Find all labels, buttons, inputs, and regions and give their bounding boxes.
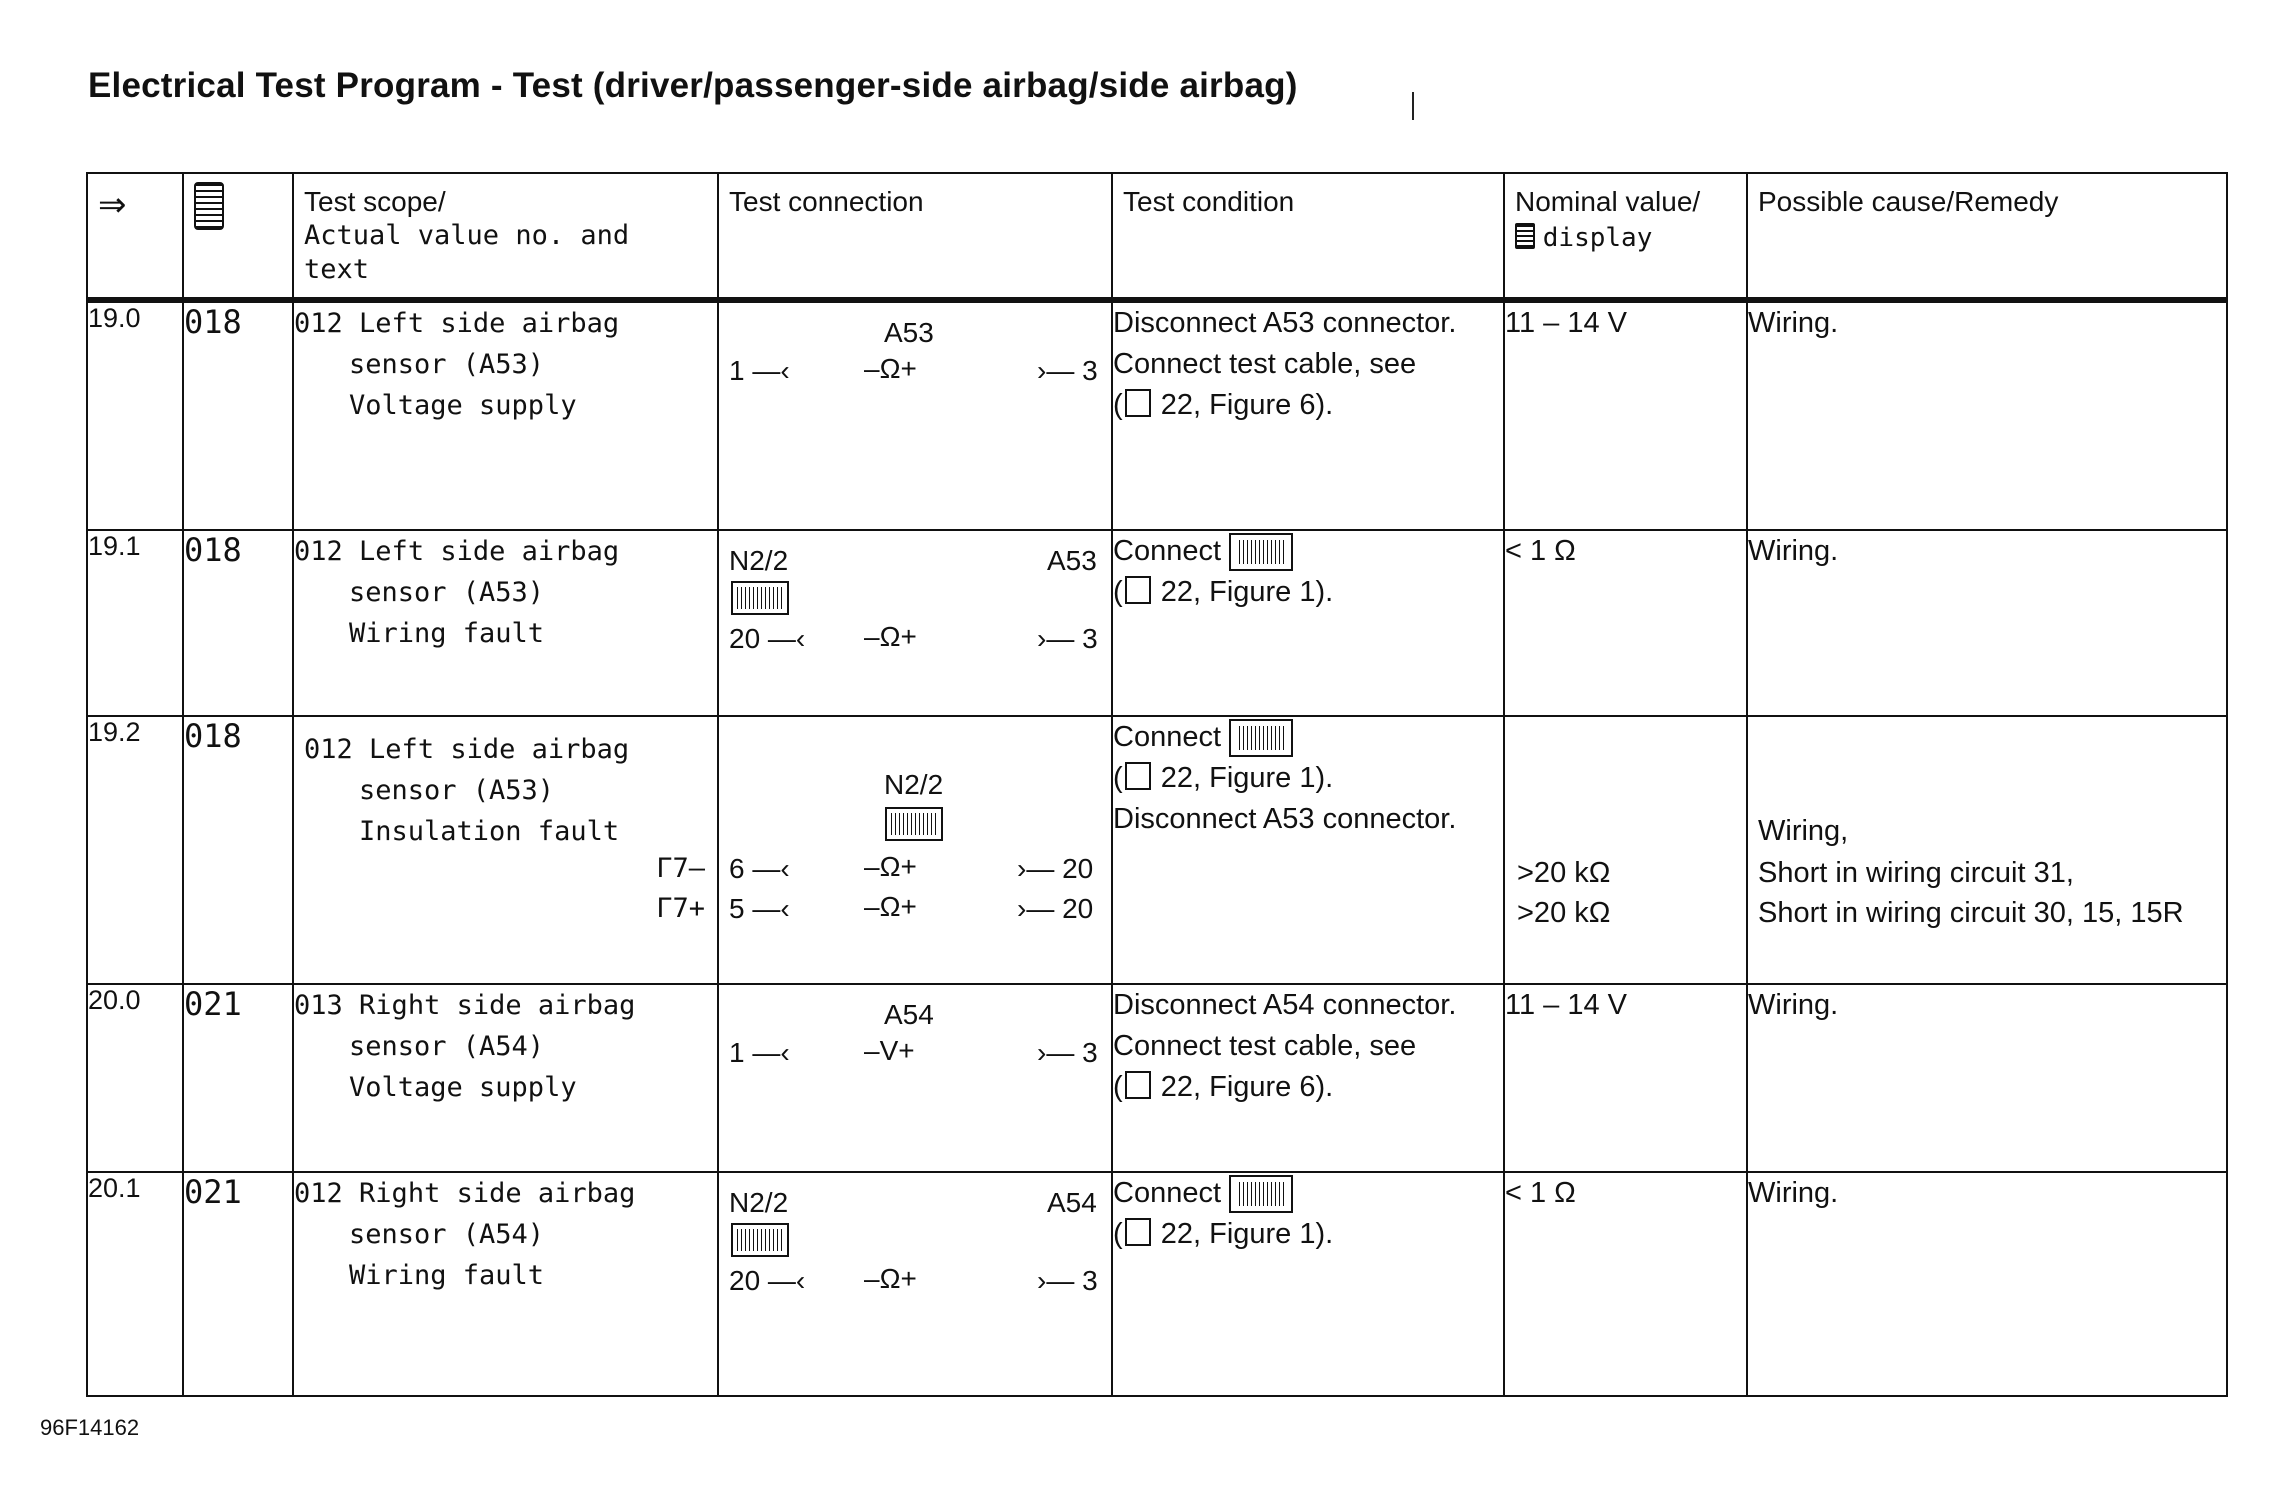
condition-line: Disconnect A53 connector. — [1113, 306, 1457, 339]
table-row — [87, 984, 2227, 1172]
condition-line: 22, Figure 1). — [1160, 1217, 1334, 1250]
value-number: 012 — [304, 733, 353, 765]
condition-line: 22, Figure 6). — [1160, 388, 1334, 421]
code-value: 018 — [183, 716, 293, 984]
scope-line: sensor (A54) — [349, 1030, 545, 1062]
header-remedy: Possible cause/Remedy — [1747, 173, 2227, 300]
page-title: Electrical Test Program - Test (driver/passenger-side airbag/side airbag) — [88, 66, 1298, 105]
connector-label: N2/2 — [729, 544, 789, 576]
header-scope — [293, 173, 718, 300]
pin-right: ›— 3 — [1037, 1264, 1098, 1296]
connector-label: A53 — [884, 316, 934, 348]
test-scope — [293, 716, 718, 984]
scope-line: sensor (A54) — [349, 1218, 545, 1250]
reference-box-icon — [1125, 576, 1151, 604]
margin-mark — [1412, 92, 1414, 120]
condition-line: Disconnect A54 connector. — [1113, 988, 1457, 1021]
reference-box-icon — [1125, 1071, 1151, 1099]
value-number: 013 — [294, 989, 343, 1021]
test-condition: Disconnect A53 connector. Connect test cable, see ( 22, Figure 6). — [1112, 300, 1504, 530]
connector-label: A54 — [1047, 1186, 1097, 1218]
pin-right: ›— 3 — [1037, 622, 1098, 654]
header-scope-label: Test scope/ — [304, 186, 446, 217]
condition-line: 22, Figure 1). — [1160, 761, 1334, 794]
figure-code: 96F14162 — [40, 1415, 140, 1440]
step-number: 19.2 — [87, 716, 183, 984]
scope-line: Voltage supply — [349, 389, 577, 421]
scope-line: Insulation fault — [359, 815, 620, 847]
pin-right: ›— 3 — [1037, 1036, 1098, 1068]
remedy: Wiring. — [1747, 984, 2227, 1172]
condition-line: 22, Figure 6). — [1160, 1070, 1334, 1103]
pin-left: 1 —‹ — [729, 1036, 790, 1068]
test-condition: Connect ( 22, Figure 1). — [1112, 530, 1504, 716]
nominal-line: >20 kΩ — [1517, 896, 1611, 929]
scope-line: sensor (A53) — [349, 348, 545, 380]
table-row — [87, 530, 2227, 716]
code-value: 018 — [183, 300, 293, 530]
pin-right: ›— 3 — [1037, 354, 1098, 386]
condition-line: Connect — [1113, 1176, 1222, 1209]
nominal-value: 11 – 14 V — [1504, 300, 1747, 530]
scope-line: sensor (A53) — [349, 576, 545, 608]
ohmmeter-icon: –Ω+ — [864, 1262, 917, 1294]
test-connection — [718, 716, 1112, 984]
test-scope — [293, 984, 718, 1172]
remedy: Wiring. — [1747, 530, 2227, 716]
reference-box-icon — [1125, 389, 1151, 417]
header-nominal-sub: display — [1542, 223, 1653, 253]
step-number: 19.1 — [87, 530, 183, 716]
reference-box-icon — [1125, 1218, 1151, 1246]
header-device — [183, 173, 293, 300]
condition-line: Connect — [1113, 534, 1222, 567]
table-row — [87, 716, 2227, 984]
scope-line: Right side airbag — [359, 1177, 636, 1209]
scope-line: sensor (A53) — [359, 774, 555, 806]
test-condition: Connect ( 22, Figure 1). — [1112, 1172, 1504, 1396]
header-connection: Test connection — [718, 173, 1112, 300]
test-connection — [718, 300, 1112, 530]
pin-right: ›— 20 — [1017, 852, 1094, 884]
test-condition: Disconnect A54 connector. Connect test cable, see ( 22, Figure 6). — [1112, 984, 1504, 1172]
remedy: Wiring. — [1747, 1172, 2227, 1396]
test-condition: Connect ( 22, Figure 1). Disconnect A53 connector. — [1112, 716, 1504, 984]
condition-line: Connect test cable, see — [1113, 1029, 1417, 1062]
header-scope-sub: Actual value no. and text — [304, 220, 630, 285]
table-row — [87, 300, 2227, 530]
value-number: 012 — [294, 535, 343, 567]
remedy-line: Short in wiring circuit 31, — [1758, 856, 2074, 889]
reference-box-icon — [1125, 762, 1151, 790]
condition-line: Connect — [1113, 720, 1222, 753]
nominal-value: 11 – 14 V — [1504, 984, 1747, 1172]
code-value: 018 — [183, 530, 293, 716]
nominal-value: < 1 Ω — [1504, 530, 1747, 716]
test-adapter-icon — [731, 581, 789, 615]
scope-line: Left side airbag — [359, 535, 620, 567]
header-condition: Test condition — [1112, 173, 1504, 300]
test-connection — [718, 984, 1112, 1172]
remedy: Wiring. — [1747, 300, 2227, 530]
test-adapter-icon — [1229, 533, 1293, 571]
test-scope — [293, 1172, 718, 1396]
tester-icon — [194, 182, 224, 230]
condition-line: 22, Figure 1). — [1160, 575, 1334, 608]
header-arrow: ⇒ — [87, 173, 183, 300]
test-adapter-icon — [1229, 1175, 1293, 1213]
nominal-value — [1504, 716, 1747, 984]
ohmmeter-icon: –Ω+ — [864, 850, 917, 882]
step-number: 20.1 — [87, 1172, 183, 1396]
step-number: 19.0 — [87, 300, 183, 530]
remedy-line: Short in wiring circuit 30, 15, 15R — [1758, 896, 2184, 929]
ohmmeter-icon: –Ω+ — [864, 890, 917, 922]
code-value: 021 — [183, 1172, 293, 1396]
header-nominal — [1504, 173, 1747, 300]
test-scope — [293, 300, 718, 530]
test-scope — [293, 530, 718, 716]
test-adapter-icon — [1229, 719, 1293, 757]
scope-line: Left side airbag — [369, 733, 630, 765]
table-row — [87, 1172, 2227, 1396]
test-connection — [718, 530, 1112, 716]
remedy — [1747, 716, 2227, 984]
tester-icon — [1515, 223, 1535, 249]
value-number: 012 — [294, 307, 343, 339]
pin-left: 20 —‹ — [729, 1264, 806, 1296]
polarity-label: Г7– — [656, 852, 705, 884]
scope-line: Voltage supply — [349, 1071, 577, 1103]
test-adapter-icon — [885, 807, 943, 841]
connector-label: A54 — [884, 998, 934, 1030]
scope-line: Left side airbag — [359, 307, 620, 339]
scope-line: Right side airbag — [359, 989, 636, 1021]
polarity-label: Г7+ — [656, 892, 705, 924]
pin-left: 6 —‹ — [729, 852, 790, 884]
nominal-value: < 1 Ω — [1504, 1172, 1747, 1396]
nominal-line: >20 kΩ — [1517, 856, 1611, 889]
remedy-line: Wiring, — [1758, 814, 1849, 847]
header-row — [87, 173, 2227, 300]
pin-left: 20 —‹ — [729, 622, 806, 654]
connector-label: N2/2 — [884, 768, 944, 800]
connector-label: N2/2 — [729, 1186, 789, 1218]
scope-line: Wiring fault — [349, 1259, 545, 1291]
test-connection — [718, 1172, 1112, 1396]
pin-left: 1 —‹ — [729, 354, 790, 386]
voltmeter-icon: –V+ — [864, 1034, 915, 1066]
step-number: 20.0 — [87, 984, 183, 1172]
value-number: 012 — [294, 1177, 343, 1209]
test-adapter-icon — [731, 1223, 789, 1257]
pin-left: 5 —‹ — [729, 892, 790, 924]
ohmmeter-icon: –Ω+ — [864, 352, 917, 384]
condition-line: Disconnect A53 connector. — [1113, 802, 1457, 835]
connector-label: A53 — [1047, 544, 1097, 576]
ohmmeter-icon: –Ω+ — [864, 620, 917, 652]
pin-right: ›— 20 — [1017, 892, 1094, 924]
header-nominal-label: Nominal value/ — [1515, 186, 1701, 217]
condition-line: Connect test cable, see — [1113, 347, 1417, 380]
test-table — [86, 172, 2228, 1397]
code-value: 021 — [183, 984, 293, 1172]
scope-line: Wiring fault — [349, 617, 545, 649]
